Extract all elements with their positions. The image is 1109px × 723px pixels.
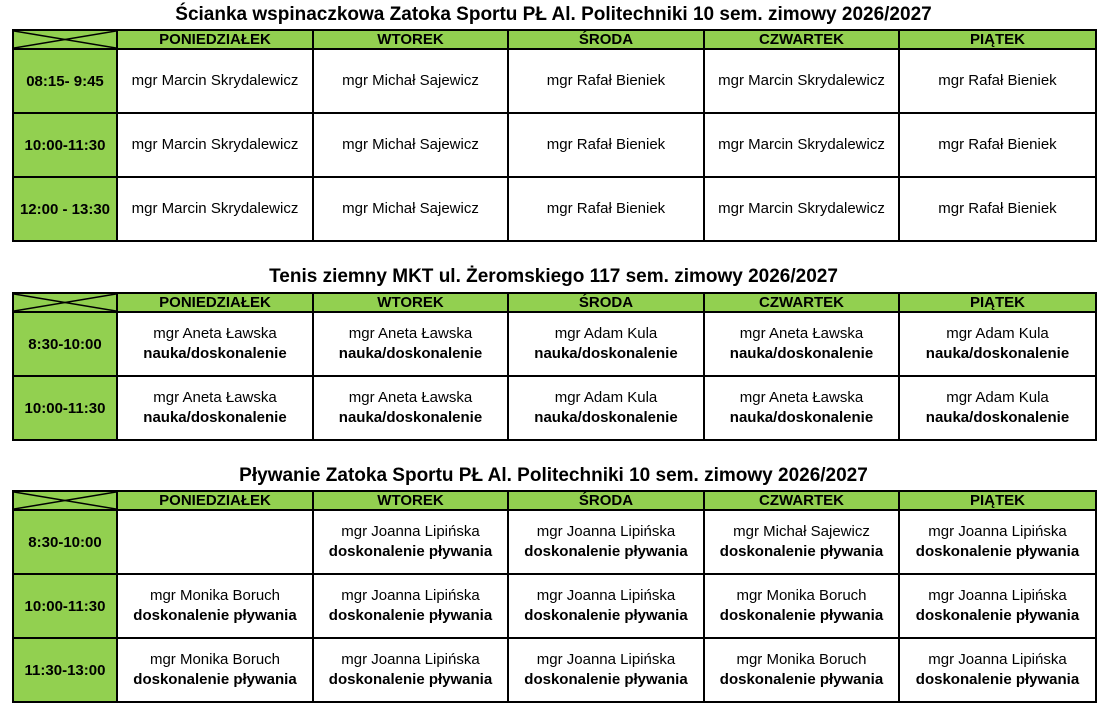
instructor-name: mgr Joanna Lipińska <box>341 651 480 668</box>
instructor-name: mgr Joanna Lipińska <box>536 523 676 540</box>
table-row <box>13 510 1096 574</box>
instructor-name: mgr Marcin Skrydalewicz <box>718 200 885 217</box>
day-header: ŚRODA <box>508 491 704 510</box>
schedule-cell <box>704 574 899 638</box>
time-slot: 10:00-11:30 <box>13 376 117 440</box>
instructor-name: mgr Rafał Bieniek <box>546 136 666 153</box>
class-level: doskonalenie pływania <box>915 607 1080 624</box>
schedule-cell <box>117 574 313 638</box>
instructor-name: mgr Aneta Ławska <box>348 389 473 406</box>
class-level: nauka/doskonalenie <box>534 345 678 362</box>
instructor-name: mgr Aneta Ławska <box>348 325 473 342</box>
table-row <box>13 574 1096 638</box>
instructor-name: mgr Monika Boruch <box>736 651 867 668</box>
schedule-cell <box>704 312 899 376</box>
instructor-name: mgr Adam Kula <box>946 325 1049 342</box>
class-level: nauka/doskonalenie <box>338 345 483 362</box>
schedule-cell <box>704 376 899 440</box>
instructor-name: mgr Marcin Skrydalewicz <box>131 72 299 89</box>
schedule-cell <box>508 113 704 177</box>
diagonal-cross-icon <box>14 492 116 509</box>
class-level: doskonalenie pływania <box>524 607 688 624</box>
time-slot: 8:30-10:00 <box>13 312 117 376</box>
instructor-name: mgr Joanna Lipińska <box>341 587 480 604</box>
class-level: nauka/doskonalenie <box>338 409 483 426</box>
schedule-cell <box>508 312 704 376</box>
class-level: doskonalenie pływania <box>719 543 884 560</box>
schedule-cell <box>899 376 1096 440</box>
schedule-cell <box>899 312 1096 376</box>
instructor-name: mgr Rafał Bieniek <box>938 200 1057 217</box>
day-header: PONIEDZIAŁEK <box>117 30 313 49</box>
schedule-cell <box>899 177 1096 241</box>
schedule-table <box>12 490 1097 703</box>
class-level: doskonalenie pływania <box>133 671 297 688</box>
time-slot: 08:15- 9:45 <box>13 49 117 113</box>
schedule-cell <box>508 376 704 440</box>
diagonal-cross-icon <box>14 31 116 48</box>
instructor-name: mgr Monika Boruch <box>736 587 867 604</box>
class-level: doskonalenie pływania <box>328 671 493 688</box>
schedule-cell <box>117 177 313 241</box>
instructor-name: mgr Rafał Bieniek <box>546 72 666 89</box>
class-level: doskonalenie pływania <box>328 543 493 560</box>
section-title: Pływanie Zatoka Sportu PŁ Al. Politechniki 10 sem. zimowy 2026/2027 <box>239 465 868 486</box>
instructor-name: mgr Aneta Ławska <box>153 325 277 342</box>
instructor-name: mgr Adam Kula <box>554 325 658 342</box>
day-header: PONIEDZIAŁEK <box>117 293 313 312</box>
class-level: doskonalenie pływania <box>915 671 1080 688</box>
class-level: nauka/doskonalenie <box>729 409 874 426</box>
instructor-name: mgr Michał Sajewicz <box>733 523 870 540</box>
schedule-cell <box>899 113 1096 177</box>
class-level: doskonalenie pływania <box>133 607 297 624</box>
schedule-table <box>12 29 1097 242</box>
schedule-cell <box>313 312 508 376</box>
corner-cross-cell <box>13 491 117 510</box>
instructor-name: mgr Rafał Bieniek <box>938 136 1057 153</box>
time-slot: 11:30-13:00 <box>13 638 117 702</box>
time-slot: 8:30-10:00 <box>13 510 117 574</box>
table-row <box>13 177 1096 241</box>
corner-cross-cell <box>13 293 117 312</box>
section-title: Tenis ziemny MKT ul. Żeromskiego 117 sem. zimowy 2026/2027 <box>269 266 838 287</box>
schedule-cell <box>704 510 899 574</box>
day-header: PIĄTEK <box>899 30 1096 49</box>
instructor-name: mgr Aneta Ławska <box>153 389 277 406</box>
time-slot: 10:00-11:30 <box>13 574 117 638</box>
instructor-name: mgr Joanna Lipińska <box>928 523 1067 540</box>
class-level: nauka/doskonalenie <box>143 345 287 362</box>
class-level: nauka/doskonalenie <box>143 409 287 426</box>
header-row <box>13 30 1096 49</box>
class-level: nauka/doskonalenie <box>925 409 1070 426</box>
class-level: doskonalenie pływania <box>719 607 884 624</box>
instructor-name: mgr Michał Sajewicz <box>342 136 479 153</box>
schedule-cell <box>899 510 1096 574</box>
schedule-cell <box>313 49 508 113</box>
schedule-cell <box>313 376 508 440</box>
table-row <box>13 638 1096 702</box>
day-header: WTOREK <box>313 293 508 312</box>
instructor-name: mgr Michał Sajewicz <box>342 72 479 89</box>
schedule-cell <box>313 177 508 241</box>
schedule-cell <box>899 574 1096 638</box>
instructor-name: mgr Monika Boruch <box>149 651 281 668</box>
schedule-cell <box>899 49 1096 113</box>
class-level: doskonalenie pływania <box>524 543 688 560</box>
class-level: doskonalenie pływania <box>719 671 884 688</box>
instructor-name: mgr Adam Kula <box>554 389 658 406</box>
day-header: WTOREK <box>313 30 508 49</box>
schedule-cell <box>313 113 508 177</box>
schedule-cell <box>508 574 704 638</box>
instructor-name: mgr Aneta Ławska <box>739 389 864 406</box>
instructor-name: mgr Rafał Bieniek <box>938 72 1057 89</box>
class-level: nauka/doskonalenie <box>534 409 678 426</box>
class-level: doskonalenie pływania <box>524 671 688 688</box>
section-title: Ścianka wspinaczkowa Zatoka Sportu PŁ Al. Politechniki 10 sem. zimowy 2026/2027 <box>175 4 932 25</box>
day-header: CZWARTEK <box>704 30 899 49</box>
header-row <box>13 293 1096 312</box>
table-row <box>13 113 1096 177</box>
table-row <box>13 376 1096 440</box>
instructor-name: mgr Joanna Lipińska <box>536 587 676 604</box>
header-row <box>13 491 1096 510</box>
corner-cross-cell <box>13 30 117 49</box>
schedule-cell <box>508 510 704 574</box>
instructor-name: mgr Rafał Bieniek <box>546 200 666 217</box>
instructor-name: mgr Joanna Lipińska <box>536 651 676 668</box>
class-level: nauka/doskonalenie <box>925 345 1070 362</box>
day-header: PONIEDZIAŁEK <box>117 491 313 510</box>
schedule-table <box>12 292 1097 441</box>
time-slot: 12:00 - 13:30 <box>13 177 117 241</box>
instructor-name: mgr Monika Boruch <box>149 587 281 604</box>
schedule-cell <box>117 312 313 376</box>
schedule-cell <box>117 638 313 702</box>
schedule-cell <box>508 49 704 113</box>
instructor-name: mgr Marcin Skrydalewicz <box>718 136 885 153</box>
schedule-cell <box>508 177 704 241</box>
schedule-cell <box>704 177 899 241</box>
day-header: CZWARTEK <box>704 293 899 312</box>
class-level: doskonalenie pływania <box>328 607 493 624</box>
schedule-cell <box>313 574 508 638</box>
schedule-cell <box>508 638 704 702</box>
instructor-name: mgr Joanna Lipińska <box>341 523 480 540</box>
day-header: ŚRODA <box>508 293 704 312</box>
schedule-cell <box>704 638 899 702</box>
schedule-cell <box>899 638 1096 702</box>
class-level: doskonalenie pływania <box>915 543 1080 560</box>
instructor-name: mgr Marcin Skrydalewicz <box>131 136 299 153</box>
instructor-name: mgr Adam Kula <box>946 389 1049 406</box>
day-header: PIĄTEK <box>899 491 1096 510</box>
instructor-name: mgr Joanna Lipińska <box>928 651 1067 668</box>
schedule-cell <box>313 638 508 702</box>
schedule-cell <box>117 510 313 574</box>
class-level: nauka/doskonalenie <box>729 345 874 362</box>
instructor-name: mgr Michał Sajewicz <box>342 200 479 217</box>
day-header: ŚRODA <box>508 30 704 49</box>
instructor-name: mgr Marcin Skrydalewicz <box>718 72 885 89</box>
schedule-cell <box>117 113 313 177</box>
day-header: CZWARTEK <box>704 491 899 510</box>
schedule-cell <box>704 49 899 113</box>
diagonal-cross-icon <box>14 294 116 311</box>
schedule-cell <box>704 113 899 177</box>
table-row <box>13 312 1096 376</box>
table-row <box>13 49 1096 113</box>
instructor-name: mgr Joanna Lipińska <box>928 587 1067 604</box>
instructor-name: mgr Aneta Ławska <box>739 325 864 342</box>
schedule-cell <box>117 49 313 113</box>
day-header: WTOREK <box>313 491 508 510</box>
instructor-name: mgr Marcin Skrydalewicz <box>131 200 299 217</box>
schedule-cell <box>313 510 508 574</box>
schedule-cell <box>117 376 313 440</box>
day-header: PIĄTEK <box>899 293 1096 312</box>
time-slot: 10:00-11:30 <box>13 113 117 177</box>
